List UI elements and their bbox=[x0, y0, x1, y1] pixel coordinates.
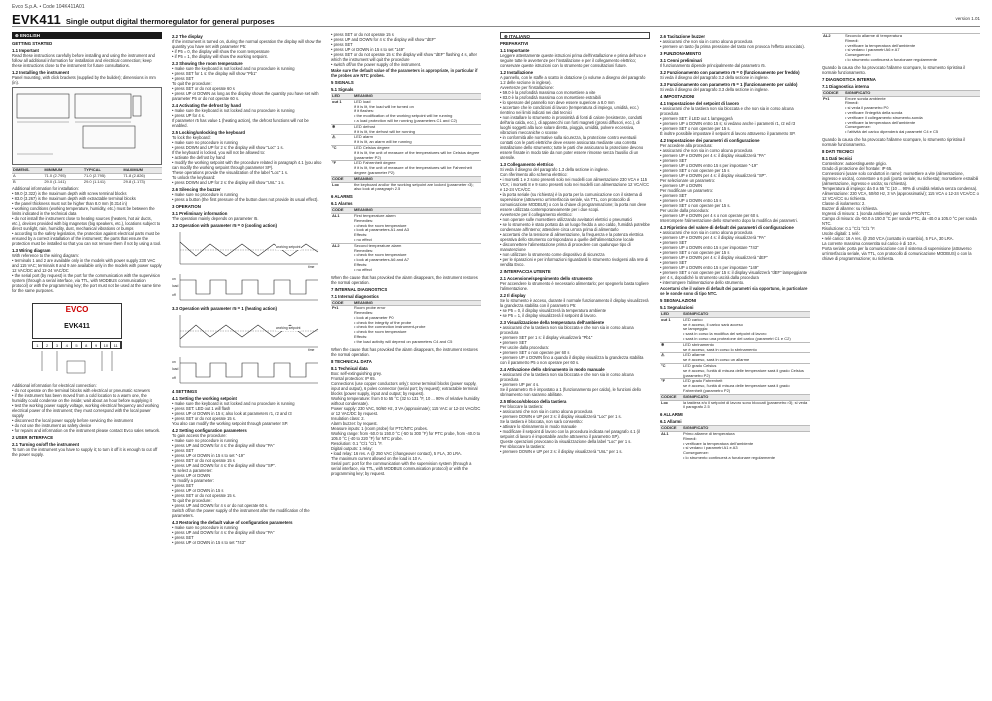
paragraph: Box: self-extinguishing grey. Frontal protection: IP 65. Connections (use copper conductors only): screw terminal blocks (power supply, input and output), 6 poles connector (serial port; by request); extractable terminal blocks (power supply, input and output; by request). Working temperature: from 0 to 55 °C (32 to 131 °F, 10 ... 90% of relative humidity without condensate). Power supply: 230 VAC, 50/60 Hz, 3 VA (approximate); 115 VAC or 12-24 VAC/DC or 12 VAC/DC by request. Insulation class: 2. Alarm buzzer: by request. Measure inputs: 1 (room probe) for PTC/NTC probes. Working range: from -50.0 to 150.0 °C (-50 to 300 °F) for PTC probe, from -40.0 to 105.0 °C (-40 to 220 °F) for NTC probe. Resolution: 0.1 °C/1 °C/1 °F. Digital outputs: 1 relay: • load relay: 16 res. A @ 250 VAC (changeover contact), 5 FLA, 30 LRA. The maximum current allowed on the load is 10 A. Serial port: port for the communication with the supervision system (through a serial interface, via TTL, with MODBUS communication protocol) or with the programming key; by request. bbox=[331, 370, 481, 476]
celsius-icon: °C bbox=[331, 145, 353, 160]
table-header: MEANING bbox=[353, 300, 481, 306]
section-heading: 3.1 Preliminary information bbox=[172, 211, 228, 216]
table-cell: LED Celsius degree if it is lit, the unit of measure of the temperatures will be Celsius degree (parameter P2) bbox=[354, 144, 480, 160]
table-cell: Loc bbox=[660, 400, 682, 410]
paragraph: • make sure the keyboard is not locked and no procedure is running • press SET for 1 s: the display will show "Pb1" • press SET To quit the procedure: • press SET or do not operate 60 s • press UP or DOWN as long as the display shows the quantity you have set with parameter P5 or do not operate 60 s. bbox=[172, 66, 319, 101]
table-row bbox=[660, 379, 810, 394]
english-column-1 bbox=[12, 32, 162, 696]
section-heading: 6 ALLARMI bbox=[660, 412, 683, 418]
fahrenheit-icon: °F bbox=[331, 161, 353, 176]
section-heading: PREPARATIVI bbox=[500, 41, 529, 46]
paragraph: The operation mainly depends on parameter r5. bbox=[172, 216, 259, 221]
table-cell: 29.0 (1.141) bbox=[43, 179, 83, 184]
table-row bbox=[660, 317, 810, 342]
table-cell: LED allarme se è acceso, sarà in corso un allarme bbox=[682, 353, 810, 364]
paragraph: To gain access the procedure: • make sure no procedure is running • press UP and DOWN for 4 s: the display will show "PA" • press SET • press UP or DOWN in 15 s to set "-19" • press SET or do not operate 15 s • press UP and DOWN for 4 s: the display will show "SP". To select a parameter: • press UP or DOWN To modify a parameter: • press SET • press UP or DOWN in 15 s • press SET or do not operate 15 s. To quit the procedure: • press UP and DOWN for 4 s or do not operate 60 s. Switch off/on the power supply of the instrument after the modification of the parameters. bbox=[172, 433, 310, 518]
italian-column-1 bbox=[500, 32, 650, 696]
section-heading: 5 SIGNALS bbox=[331, 80, 354, 85]
paragraph: A pannello, con le staffe a scatto in dotazione (o volume a disegno del paragrafo 1.2 delle sezione in inglese). Avvertenze per l'installazione: • 59.0 è la profondità massima con morsettiere a vite • 83.0 è la profondità massima con morsettiere estraibili • lo spessore del pannello non deve essere superiore a 8.0 mm • accertare che le condizioni di lavoro (temperatura di impiego, umidità, ecc.) rientrino nei limiti indicati nei dati tecnici • non installare lo strumento in prossimità di fonti di calore (resistenze, condotti dell'aria calda, ecc.), di apparecchi con forti magneti (grossi diffusori, ecc.), di luoghi soggetti alla luce solare diretta, pioggia, umidità, polvere eccessiva, vibrazioni meccaniche o scosse • in conformità alle normative sulla sicurezza, la protezione contro eventuali contatti con le parti elettriche deve essere assicurata mediante una corretta installazione dello strumento; tutte le parti che assicurano la protezione devono essere fissate in modo tale da non poter essere rimosse senza l'ausilio di un utensile. bbox=[500, 75, 646, 160]
section-heading: 2.5 Locking/unlocking the keyboard bbox=[172, 130, 246, 135]
section-heading: 2.2 The display bbox=[172, 34, 203, 39]
paragraph: Read these instructions carefully before installing and using the instrument and follow all additional information for installation and electrical connection; keep these instructions close to the instrument for future consultations. bbox=[12, 53, 155, 68]
table-cell: Pr1 bbox=[331, 306, 353, 345]
table-row bbox=[331, 124, 481, 135]
paragraph: Additional information for electrical connection: • do not operate on the terminal blocks with electrical or pneumatic screwers • if the instrument has been moved from a cold location to a warm one, the humidity could condense on the inside; wait about an hour before supplying it • test the working power supply voltage, working electrical frequency and working electrical power of the instrument; they must correspond with the local power supply • disconnect the local power supply before servicing the instrument • do not use the instrument as safety device • for repairs and information on the instrument please contact Evco sales network. bbox=[12, 383, 161, 434]
section-heading: 7 DIAGNOSTICA INTERNA bbox=[822, 76, 876, 82]
table-cell: Secondo allarme di temperatura Rimedi: • verificare la temperatura dell'ambiente • si vedano i parametri A6 e A7 Conseguenze: • lo strumento continuerà a funzionare regolarmente bbox=[844, 34, 980, 63]
terminal-label: 1 bbox=[33, 342, 43, 348]
table-cell: Second temperature alarm Remedies: • check the room temperature • look at parameters A6 and A7 Effects: • no effect bbox=[353, 243, 481, 272]
off-label: off bbox=[172, 376, 176, 380]
section-heading: 4.2 Setting configuration parameters bbox=[172, 428, 247, 433]
paragraph: • make sure the keyboard is not locked and no procedure is running • press UP for 4 s. If parameter r5 has value 1 (heating action), the defrost functions will not be enabled. bbox=[172, 108, 309, 128]
table-cell: LED Fahrenheit degree if it is lit, the unit of measure of the temperatures will be Fahrenheit degree (parameter P2) bbox=[353, 161, 481, 176]
table-header: MEANING bbox=[353, 94, 481, 100]
paragraph: Quando la causa che ha provocato l'allarme scompare, lo strumento ripristina il normale funzionamento. bbox=[822, 64, 966, 75]
paragraph: • assicurarsi che non sia in corso alcuna procedura • premere UP e DOWN per 4 s: il display visualizzerà "PA" • premere SET • premere UP o DOWN entro 15 s per impostare "743" • premere SET o non operare per 15 s • premere UP e DOWN per 4 s: il display visualizzerà "dEF" • premere SET • premere UP o DOWN entro 15 s per impostare "149" • premere SET o non operare per 15 s: il display visualizzerà "dEF" lampeggiante per 4 s, dopodiché lo strumento uscirà dalla procedura • interrompere l'alimentazione dello strumento. bbox=[660, 230, 808, 285]
table-cell: AL1 bbox=[331, 213, 353, 243]
table-header: SIGNIFICATO bbox=[682, 394, 810, 400]
paragraph: Si veda il disegno del paragrafo 3.3 della sezione in inglese. bbox=[660, 87, 769, 92]
section-heading: 2.1 Turning on/off the instrument bbox=[12, 442, 79, 448]
table-cell: Room probe error Remedies: • look at parameter P0 • check the integrity of the probe • check the connection instrument-probe • check the room temperature Effects: • the load activity will depend on parameters C4 and C5 bbox=[353, 306, 481, 345]
english-column-2 bbox=[172, 32, 322, 696]
section-heading: 4 IMPOSTAZIONI bbox=[660, 94, 695, 99]
table-row bbox=[331, 243, 481, 272]
table-row bbox=[822, 34, 980, 63]
setpoint-label: working setpoint bbox=[276, 245, 301, 249]
table-header: SIGNIFICATO bbox=[682, 426, 810, 432]
terminal-label: 10 bbox=[101, 342, 111, 348]
paragraph: If the instrument is turned on, during the normal operation the display will show the quantity you have set with parameter P5: • if P5 = 0, the display will show the room temperature • if P5 = 1, the display will show the working setpoint. bbox=[172, 39, 322, 59]
table-cell: AL1 bbox=[660, 431, 682, 460]
section-heading: 4.1 Setting the working setpoint bbox=[172, 396, 237, 401]
load-curve bbox=[180, 280, 318, 294]
terminal-label: 5 bbox=[72, 342, 82, 348]
table-cell: AL2 bbox=[331, 243, 353, 272]
table-row bbox=[822, 96, 980, 135]
paragraph: When the cause that has provoked the alarm disappears, the instrument restores the normal operation. bbox=[331, 346, 478, 357]
flag-icon: ⊕ bbox=[504, 34, 510, 39]
section-heading: 2.4 Activating the defrost by hand bbox=[172, 103, 241, 108]
paragraph: Additional information for installation: • 59.0 (2.322) is the maximum depth with screw terminal blocks • 83.0 (3.267) is the maximum depth with extractable terminal blocks • the panel thickness must not be higher than 8.0 mm (0.314 in) • working conditions (working temperature, humidity, etc.) must be between the limits indicated in the technical data • do not install the instrument close to heating sources (heaters, hot air ducts, etc.), devices provided with big magnetos (big speakers, etc.), locations subject to direct sunlight, rain, humidity, dust, mechanical vibrations or bumps • according to the safety legislation, the protection against electrical parts must be ensured by a correct installation of the instrument; the parts that ensure the protection must be installed so that you can not remove them if not by using a tool. bbox=[12, 186, 162, 247]
table-cell: A bbox=[12, 173, 43, 179]
on-label: on bbox=[172, 360, 176, 364]
table-cell: 29.8 (1.173) bbox=[122, 179, 162, 184]
section-heading: 7.1 Internal diagnostics bbox=[331, 293, 379, 299]
paragraph: To lock the keyboard: • make sure no procedure is running • press DOWN and UP for 2 s: the display will show "Loc" 1 s. If the keyboard is locked, you will not be allowed to: • activate the defrost by hand • modify the working setpoint with the procedure related in paragraph 4.1 (you also can modify the working setpoint through parameter SP). These operations provide the visualization of the label "Loc" 1 s. To unlock the keyboard: • press DOWN and UP for 2 s: the display will show "UnL" 1 s. bbox=[172, 135, 322, 185]
table-header: DIMENS. bbox=[12, 168, 43, 174]
terminal-label: 11 bbox=[111, 342, 121, 348]
section-heading: 2 INTERFACCIA UTENTE bbox=[500, 269, 551, 274]
table-cell: First temperature alarm Remedies: • check the room temperature • look at parameters A1 and A3 Effects: • no effect bbox=[353, 213, 481, 243]
warning-text: Accertarsi che il valore di default dei parametri sia opportuno, in particolare se le sonde sono di tipo NTC. bbox=[660, 286, 808, 296]
section-heading: 2.6 Silencing the buzzer bbox=[172, 187, 221, 192]
table-header: CODE bbox=[331, 176, 353, 182]
paragraph: • assicurarsi che non sia in corso alcuna procedura • premere un tasto (la prima pressione del tasto non provoca l'effetto associato). bbox=[660, 39, 805, 49]
led-code: out 1 bbox=[660, 317, 682, 342]
italian-column-2 bbox=[660, 32, 810, 696]
brand-logo: EVCO bbox=[65, 305, 89, 315]
dimensions-table bbox=[12, 167, 162, 184]
wiring-diagram bbox=[12, 295, 162, 381]
table-row bbox=[331, 145, 481, 160]
section-heading: 4 SETTINGS bbox=[172, 389, 198, 394]
lang-italian bbox=[500, 32, 650, 39]
table-row bbox=[331, 99, 481, 124]
paragraph: Il funzionamento dipende principalmente dal parametro r5. bbox=[660, 63, 766, 68]
company-code: Evco S.p.A. • Code 104K411A01 bbox=[12, 4, 85, 10]
section-heading: 1.1 Importante bbox=[500, 48, 530, 53]
mounting-drawing bbox=[12, 87, 162, 165]
terminal-label: 4 bbox=[62, 342, 72, 348]
table-header: CODICE bbox=[660, 426, 682, 432]
section-heading: 4.3 Ripristino del valore di default dei parametri di configurazione bbox=[660, 225, 794, 230]
page-subtitle: Single output digital thermoregulator for general purposes bbox=[65, 17, 275, 26]
section-heading: 3 OPERATION bbox=[172, 204, 201, 209]
paragraph: Per bloccare la tastiera: • assicurarsi che non sia in corso alcuna procedura • premere DOWN e UP per 2 s: il display visualizzerà "Loc" per 1 s. Se la tastiera è bloccata, non sarà consentito: • attivare lo sbrinamento in modo manuale • modificare il setpoint di lavoro con la procedura indicata nel paragrafo 4.1 (il setpoint di lavoro è impostabile anche attraverso il parametro SP). Queste operazioni provocano la visualizzazione della label "Loc" per 1 s. Per sbloccare la tastiera: • premere DOWN e UP per 2 s: il display visualizzerà "UnL" per 1 s. bbox=[500, 404, 640, 454]
table-header: CODICE bbox=[822, 90, 844, 96]
paragraph: Quando la causa che ha provocato l'allarme scompare, lo strumento ripristina il normale funzionamento. bbox=[822, 136, 966, 147]
paragraph: Per accedere alla procedura: • assicurarsi che non sia in corso alcuna procedura • premere UP e DOWN per 4 s: il display visualizzerà "PA" • premere SET • premere UP o DOWN entro 15 s per impostare "-19" • premere SET o non operare per 15 s • premere UP e DOWN per 4 s: il display visualizzerà "SP". Per selezionare un parametro: • premere UP o DOWN Per modificare un parametro: • premere SET • premere UP o DOWN entro 15 s • premere SET o non operare per 15 s. Per uscire dalla procedura: • premere UP e DOWN per 4 s o non operare per 60 s. Interrompere l'alimentazione dello strumento dopo la modifica dei parametri. bbox=[660, 143, 798, 223]
table-header: CODICE bbox=[660, 394, 682, 400]
table-cell: LED carico se è acceso, il carico sarà acceso se lampeggia: • sarà in corso la modifica del setpoint di lavoro • sarà in corso una protezione del carico (parametri C1 e C2) bbox=[682, 317, 810, 342]
paragraph: When the cause that has provoked the alarm disappears, the instrument restores the normal operation. bbox=[331, 274, 478, 285]
title-row bbox=[12, 11, 980, 27]
table-header: LED bbox=[660, 312, 682, 318]
table-row bbox=[660, 400, 810, 410]
section-heading: 8 TECHNICAL DATA bbox=[331, 358, 372, 364]
lang-english bbox=[12, 32, 162, 39]
english-column-3 bbox=[331, 32, 481, 696]
alarms-table bbox=[660, 425, 810, 461]
alarm-icon: ⚠ bbox=[331, 135, 353, 146]
table-row bbox=[331, 161, 481, 176]
lang-label: ITALIANO bbox=[509, 34, 530, 39]
section-heading: 1.2 Installing the instrument bbox=[12, 70, 70, 75]
snowflake-icon: ❄ bbox=[660, 342, 682, 353]
table-cell: B bbox=[12, 179, 43, 184]
section-heading: GETTING STARTED bbox=[12, 41, 53, 46]
section-heading: 4.1 Impostazione del setpoint di lavoro bbox=[660, 101, 740, 106]
table-cell: Pr1 bbox=[822, 96, 844, 135]
section-heading: 2.3 Showing the room temperature bbox=[172, 61, 243, 66]
terminal-label: 9 bbox=[92, 342, 102, 348]
paragraph: Leggere attentamente queste istruzioni prima dell'installazione e prima dell'uso e seguire tutte le avvertenze per l'installazione e per il collegamento elettrico; conservare queste istruzioni con lo strumento per consultazioni future. bbox=[500, 53, 647, 68]
terminal-strip bbox=[32, 341, 122, 349]
section-heading: 6.1 Alarms bbox=[331, 201, 353, 207]
table-cell: Loc bbox=[331, 182, 353, 192]
table-header: CODE bbox=[331, 300, 353, 306]
section-heading: 3.2 Funzionamento con parametro r5 = 0 (funzionamento per freddo) bbox=[660, 70, 800, 75]
section-heading: 8.1 Dati tecnici bbox=[822, 155, 853, 161]
section-heading: 2.3 Visualizzazione della temperatura dell'ambiente bbox=[500, 320, 605, 325]
paragraph: • make sure no procedure is running • press a button (the first pressure of the button does not provide its usual effect). bbox=[172, 192, 319, 202]
table-cell: LED load if it is lit, the load will be turned on if it flashes: • the modification of the working setpoint will be running • a load protection will be running (parameters C1 and C2) bbox=[353, 99, 481, 124]
table-cell: Errore sonda ambiente Rimedi: • si veda il parametro P0 • verificare l'integrità della sonda • verificare il collegamento strumento-sonda • verificare la temperatura dell'ambiente Conseguenze: • l'attività del carico dipenderà dai parametri C4 e C5 bbox=[844, 96, 980, 135]
table-cell: LED defrost if it is lit, the defrost will be running bbox=[353, 124, 481, 135]
fahrenheit-icon: °F bbox=[660, 379, 682, 394]
section-heading: 8.1 Technical data bbox=[331, 365, 368, 371]
terminal-label: 3 bbox=[53, 342, 63, 348]
section-heading: 8 DATI TECNICI bbox=[822, 148, 854, 154]
table-row bbox=[660, 342, 810, 353]
warning-text: Make sure the default value of the parameters is appropriate, in particular if the probes are NTC probes. bbox=[331, 68, 478, 78]
paragraph: Per accendere lo strumento è necessario alimentarlo; per spegnerlo basta togliere l'alimentazione. bbox=[500, 281, 649, 291]
on-label: on bbox=[172, 277, 176, 281]
table-header: MEANING bbox=[353, 208, 481, 214]
time-label: time bbox=[308, 348, 315, 352]
alarms-table-continued bbox=[822, 33, 980, 63]
alarm-icon: ⚠ bbox=[660, 353, 682, 364]
section-heading: 2.6 Tacitazione buzzer bbox=[660, 34, 706, 39]
table-row bbox=[12, 179, 162, 184]
led-code: out 1 bbox=[331, 99, 353, 124]
section-heading: 2.4 Attivazione dello sbrinamento in modo manuale bbox=[500, 367, 605, 372]
setpoint-label: working setpoint bbox=[276, 326, 301, 330]
section-heading: 6.1 Allarmi bbox=[660, 419, 682, 425]
paragraph: Se lo strumento è acceso, durante il normale funzionamento il display visualizzerà la grandezza stabilita con il parametro P5: • se P5 = 0, il display visualizzerà la temperatura ambiente • se P5 = 1, il display visualizzerà il setpoint di lavoro. bbox=[500, 298, 649, 318]
section-heading: 5 SEGNALAZIONI bbox=[660, 298, 697, 303]
section-heading: 3.3 Operation with parameter r5 = 1 (heating action) bbox=[172, 306, 277, 311]
section-heading: 4.3 Restoring the default value of configuration parameters bbox=[172, 520, 293, 525]
terminal-label: 2 bbox=[43, 342, 53, 348]
section-heading: 3.1 Cenni preliminari bbox=[660, 58, 703, 63]
paragraph: To turn on the instrument you have to supply it; to turn it off it is enough to cut off the power supply. bbox=[12, 447, 158, 458]
paragraph: • assicurarsi che la tastiera non sia bloccata e che non sia in corso alcuna procedura • premere SET per 1 s: il display visualizzerà "Pb1" • premere SET Per uscire dalla procedura: • premere SET o non operare per 60 s • premere UP o DOWN fino a quando il display visualizza la grandezza stabilita con il parametro P5 o non operare per 60 s. bbox=[500, 325, 644, 365]
section-heading: 4.2 Impostazione dei parametri di configurazione bbox=[660, 138, 760, 143]
table-cell: 29.0 (1.141) bbox=[83, 179, 123, 184]
diagnostics-table bbox=[822, 90, 980, 135]
version-label: version 1.01 bbox=[955, 16, 980, 21]
paragraph: • make sure the keyboard is not locked and no procedure is running • press SET: LED out 1 will flash • press UP or DOWN in 15 s; also look at parameters r1, r2 and r3 • press SET or do not operate 15 s. You also can modify the working setpoint through parameter SP. bbox=[172, 401, 295, 426]
table-cell: the keyboard and/or the working setpoint are locked (parameter r3); also look at paragraph 2.5 bbox=[353, 182, 481, 192]
alarms-table bbox=[331, 207, 481, 272]
terminal-label: 8 bbox=[82, 342, 92, 348]
table-header: SIGNIFICATO bbox=[844, 90, 980, 96]
flag-icon: ⊕ bbox=[15, 33, 21, 38]
table-cell: LED alarm if it is lit, an alarm will be running bbox=[353, 135, 481, 146]
table-header: TYPICAL bbox=[83, 168, 123, 174]
table-row bbox=[660, 353, 810, 364]
section-heading: 6 ALARMS bbox=[331, 194, 353, 200]
section-heading: 2.2 Il display bbox=[500, 293, 526, 298]
paragraph: • assicurarsi che la tastiera non sia bloccata e che non sia in corso alcuna procedura • premere UP per 4 s. Se il parametro r5 è impostato a 1 (funzionamento per caldo), le funzioni dello sbrinamento non saranno abilitate. bbox=[500, 372, 641, 397]
table-header: MAXIMUM bbox=[122, 168, 162, 174]
load-label: load bbox=[172, 284, 179, 288]
table-header: LED bbox=[331, 94, 353, 100]
heating-graph bbox=[172, 313, 322, 387]
table-cell: 71.0 (2.795) bbox=[83, 173, 123, 179]
device-panel bbox=[32, 303, 122, 339]
table-cell: AL2 bbox=[822, 34, 844, 63]
celsius-icon: °C bbox=[660, 363, 682, 378]
table-row bbox=[660, 363, 810, 378]
paragraph: Si veda il disegno del paragrafo 3.2 della sezione in inglese. bbox=[660, 75, 769, 80]
paragraph: Contenitore: autoestinguente grigio. Grado di protezione del frontale: IP 65. Connessioni (usare solo conduttori in rame): morsettiere a vite (alimentazione, ingresso e uscita), connettore a 6 poli (porta seriale; su richiesta); morsettiere estraibili (alimentazione, ingresso e uscita; su richiesta). Temperatura di impiego: da 0 a 55 °C (10 ... 90% di umidità relativa senza condensa). Alimentazione: 230 VCA, 50/60 Hz, 3 VA (approssimativi); 115 VCA o 12-24 VCA/CC o 12 VCA/CC su richiesta. Classe di isolamento: 2. Buzzer di allarme: su richiesta. Ingressi di misura: 1 (sonda ambiente) per sonde PTC/NTC. Campo di misura: da -50.0 a 150.0 °C per sonda PTC, da -40.0 a 105.0 °C per sonda NTC. Risoluzione: 0.1 °C/1 °C/1 °F. Uscite digitali: 1 relè: • relè carico: 16 A res. @ 250 VCA (contatto in scambio), 5 FLA, 30 LRA. La corrente massima consentita sul carico è di 10 A. Porta seriale: porta per la comunicazione con il sistema di supervisione (attraverso un'interfaccia seriale, via TTL, con protocollo di comunicazione MODBUS) o con la chiave di programmazione; su richiesta. bbox=[822, 160, 979, 261]
section-heading: 7.1 Diagnostica interna bbox=[822, 83, 870, 89]
page-title: EVK411 bbox=[12, 12, 61, 27]
table-row bbox=[331, 306, 481, 345]
load-label: load bbox=[172, 367, 179, 371]
table-cell: 71.0 (2.795) bbox=[43, 173, 83, 179]
section-heading: 2.5 Blocco/sblocco della tastiera bbox=[500, 399, 567, 404]
table-row bbox=[660, 431, 810, 460]
paragraph: Si veda il disegno del paragrafo 1.3 della sezione in inglese. Con riferimento allo schema elettrico: • i morsetti 1 e 2 sono presenti solo nei modelli con alimentazione 230 VCA e 115 VCA; i morsetti 8 e 9 sono presenti solo nei modelli con alimentazione 12 VCA/CC e 12-24 VCA/CC • la porta seriale (su richiesta) è la porta per la comunicazione con il sistema di supervisione (attraverso un'interfaccia seriale, via TTL, con protocollo di comunicazione MODBUS) o con la chiave di programmazione; la porta non deve essere utilizzata contemporaneamente per i due scopi. Avvertenze per il collegamento elettrico: • non operare sulle morsettiere utilizzando avvitatori elettrici o pneumatici • se lo strumento è stato portato da un luogo freddo a uno caldo, l'umidità potrebbe condensare all'interno; attendere circa un'ora prima di alimentarlo • accertarsi che la tensione di alimentazione, la frequenza e la potenza elettrica operativa dello strumento corrispondano a quelle dell'alimentazione locale • disconnettere l'alimentazione prima di procedere con qualunque tipo di manutenzione • non utilizzare lo strumento come dispositivo di sicurezza • per le riparazioni e per informazioni riguardanti lo strumento rivolgersi alla rete di vendita Evco. bbox=[500, 167, 650, 267]
section-heading: 3.2 Operation with parameter r5 = 0 (cooling action) bbox=[172, 223, 277, 228]
signals-table bbox=[660, 311, 810, 410]
table-row bbox=[331, 135, 481, 146]
table-header: SIGNIFICATO bbox=[682, 312, 810, 318]
time-label: time bbox=[308, 265, 315, 269]
section-heading: 3.3 Funzionamento con parametro r5 = 1 (funzionamento per caldo) bbox=[660, 82, 798, 87]
snowflake-icon: ❄ bbox=[331, 124, 353, 135]
off-label: off bbox=[172, 293, 176, 297]
section-heading: 1.2 Installazione bbox=[500, 70, 533, 75]
section-heading: 7 INTERNAL DIAGNOSTICS bbox=[331, 286, 388, 292]
signals-table bbox=[331, 93, 481, 192]
table-cell: 71.8 (2.826) bbox=[122, 173, 162, 179]
table-header: CODE bbox=[331, 208, 353, 214]
cooling-graph bbox=[172, 230, 322, 304]
section-heading: 1.3 Wiring diagram bbox=[12, 248, 51, 254]
italian-column-3 bbox=[822, 32, 980, 696]
paragraph: Panel mounting, with click brackets (supplied by the builder); dimensions in mm (in). bbox=[12, 75, 156, 85]
lang-label: ENGLISH bbox=[20, 33, 41, 38]
table-row bbox=[331, 213, 481, 243]
paragraph: • assicurarsi che la tastiera non sia bloccata e che non sia in corso alcuna procedura • premere SET: il LED out 1 lampeggerà • premere UP o DOWN entro 15 s; si vedano anche i parametri r1, r2 ed r3 • premere SET o non operare per 15 s. È inoltre possibile impostare il setpoint di lavoro attraverso il parametro SP. bbox=[660, 106, 796, 136]
table-header: MINIMUM bbox=[43, 168, 83, 174]
table-header: MEANING bbox=[353, 176, 481, 182]
diagnostics-table bbox=[331, 300, 481, 345]
load-curve bbox=[180, 363, 318, 377]
table-cell: la tastiera e/o il setpoint di lavoro sono bloccati (parametro r3); si veda il paragrafo 2.5 bbox=[682, 400, 810, 410]
section-heading: 2.1 Accensione/spegnimento dello strumento bbox=[500, 276, 593, 281]
table-cell: LED sbrinamento se è acceso, sarà in corso lo sbrinamento bbox=[682, 342, 810, 353]
table-cell: LED grado Celsius se è acceso, l'unità di misura delle temperature sarà il grado Celsius (parametro P2) bbox=[682, 363, 810, 378]
section-heading: 5.1 Signals bbox=[331, 87, 354, 92]
section-heading: 2 USER INTERFACE bbox=[12, 435, 54, 441]
paragraph: • make sure no procedure is running • press UP and DOWN for 4 s: the display will show "PA" • press SET • press UP or DOWN in 15 s to set "743" bbox=[172, 525, 275, 545]
table-row bbox=[331, 182, 481, 192]
section-heading: 5.1 Segnalazioni bbox=[660, 305, 694, 310]
section-heading: 1.1 Important bbox=[12, 48, 39, 53]
section-heading: 3 FUNZIONAMENTO bbox=[660, 51, 702, 56]
table-cell: Primo allarme di temperatura Rimedi: • verificare la temperatura dell'ambiente • si vedano i parametri A1 e A3 Conseguenze: • lo strumento continuerà a funzionare regolarmente bbox=[682, 431, 810, 460]
paragraph: With reference to the wiring diagram: • terminals 1 and 2 are available only in the models with power supply 230 VAC and 115 VAC; terminals 8 and 9 are available only in the models with power supply 12 VAC/DC and 12-24 VAC/DC • the serial port (by request) is the port for the communication with the supervision system (through a serial interface, via TTL, with MODBUS communication protocol) or with the programming key; the port must not be used at the same time for the same purposes. bbox=[12, 253, 162, 294]
paragraph: • press SET or do not operate 15 s • press UP and DOWN for 4 s: the display will show "dEF" • press SET • press UP or DOWN in 15 s to set "149" • press SET or do not operate 15 s: the display will show "dEF" flashing 4 s, after which the instrument will quit the procedure • switch off/on the power supply of the instrument. bbox=[331, 32, 478, 67]
device-model: EVK411 bbox=[64, 323, 90, 331]
section-heading: 1.3 Collegamento elettrico bbox=[500, 162, 554, 167]
table-cell: LED grado Fahrenheit se è acceso, l'unità di misura delle temperature sarà il grado Fahrenheit (parametro P2) bbox=[682, 379, 810, 394]
